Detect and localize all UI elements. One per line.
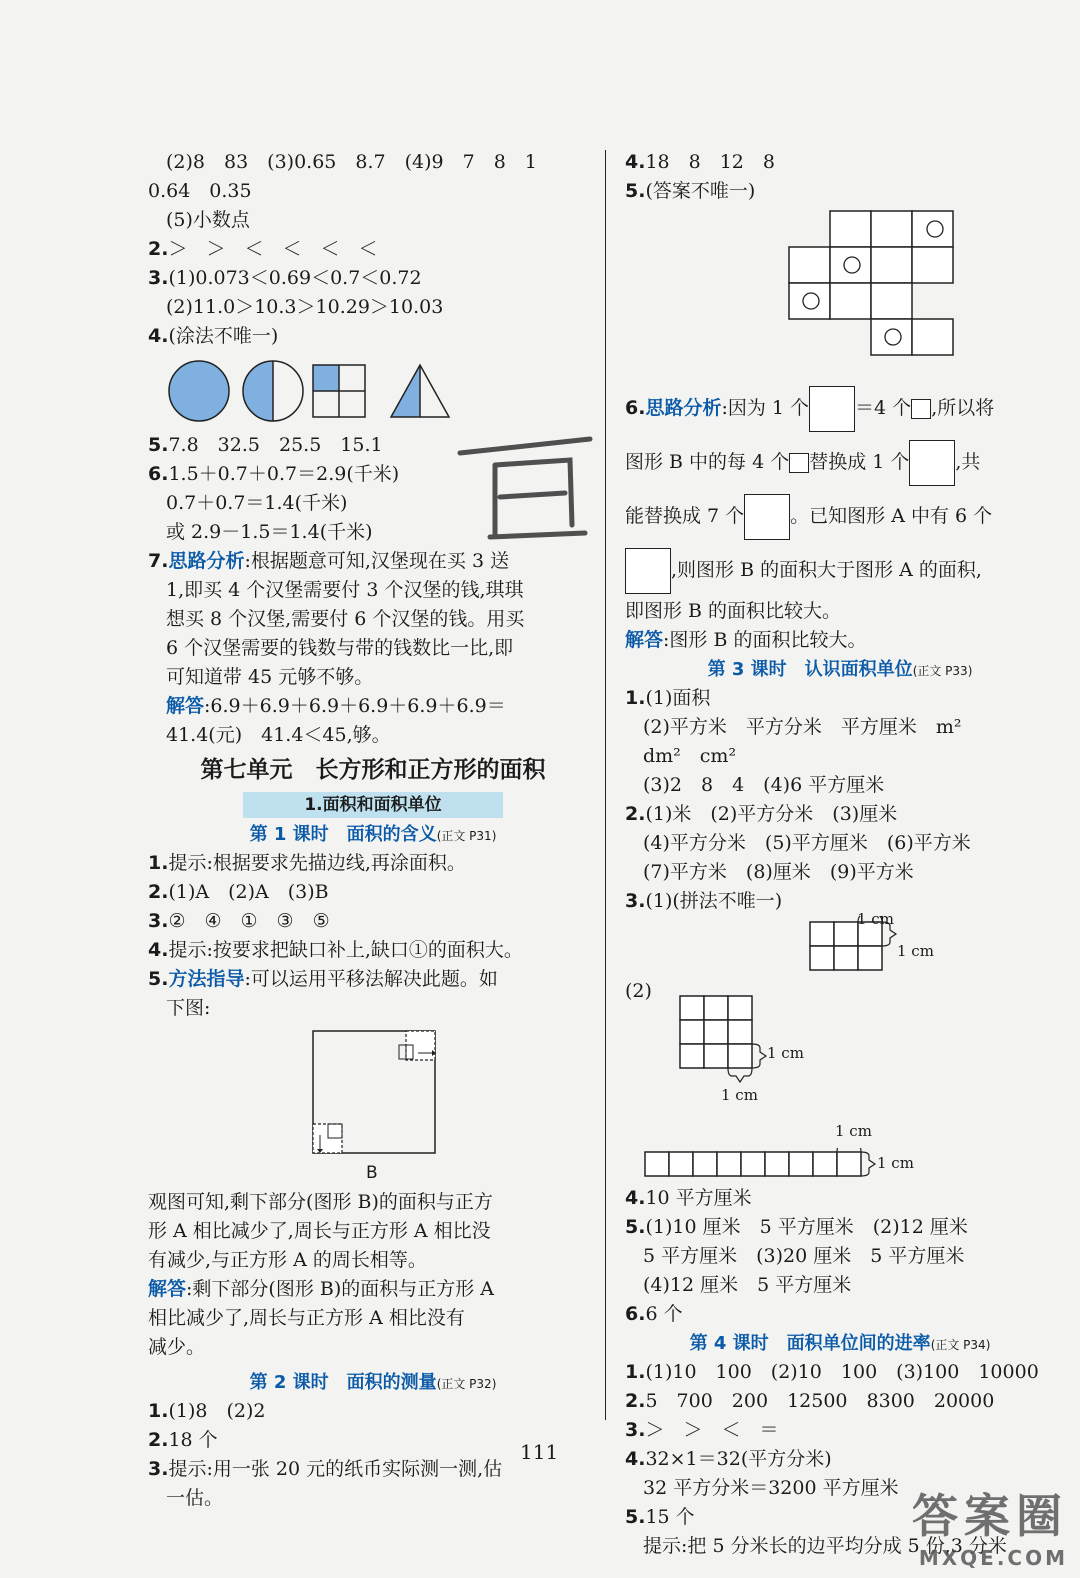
- answer-line: dm² cm²: [643, 745, 737, 767]
- answer-line: 5.(答案不唯一): [625, 180, 756, 202]
- unit-label: 1 cm: [721, 1086, 758, 1104]
- answer-line: 2.5 700 200 12500 8300 20000: [625, 1390, 995, 1412]
- unit-label: 1 cm: [897, 942, 934, 960]
- answer-line: 6.1.5＋0.7＋0.7＝2.9(千米): [148, 463, 400, 485]
- answer-line: 观图可知,剩下部分(图形 B)的面积与正方: [148, 1191, 493, 1213]
- watermark-logo: 答案圈 MXQE.COM: [912, 1489, 1068, 1570]
- lesson-heading: 第 2 课时 面积的测量(正文 P32): [249, 1372, 497, 1393]
- lesson-heading: 第 4 课时 面积单位间的进率(正文 P34): [689, 1333, 991, 1354]
- square-strip: [625, 1148, 1055, 1184]
- lesson-heading: 第 3 课时 认识面积单位(正文 P33): [707, 659, 973, 680]
- answer-line: 3.② ④ ① ③ ⑤: [148, 910, 330, 932]
- cell-grid-with-circles: [625, 206, 1055, 381]
- right-column: [625, 148, 1055, 1561]
- page-number: 111: [520, 1440, 559, 1464]
- handwritten-mark: [450, 425, 630, 565]
- answer-line: 4.10 平方厘米: [625, 1187, 752, 1209]
- small-square-icon: [789, 453, 809, 473]
- answer-line: 一估。: [166, 1487, 224, 1509]
- unit-title: 第七单元 长方形和正方形的面积: [200, 757, 546, 783]
- large-square-icon: [809, 386, 855, 432]
- circle-full-shaded: [169, 361, 229, 421]
- answer-line: 或 2.9－1.5＝1.4(千米): [166, 521, 373, 543]
- square-arrangements: [625, 916, 1055, 1148]
- answer-line: 5.(1)10 厘米 5 平方厘米 (2)12 厘米: [625, 1216, 968, 1238]
- column-divider: [605, 150, 606, 1420]
- left-column: [148, 148, 598, 1513]
- answer-line: 减少。: [148, 1336, 206, 1358]
- large-square-icon: [625, 548, 671, 594]
- answer-line: 有减少,与正方形 A 的周长相等。: [148, 1249, 427, 1271]
- answer-line: 解答:图形 B 的面积比较大。: [625, 629, 867, 651]
- answer-line: 1.(1)10 100 (2)10 100 (3)100 10000: [625, 1361, 1039, 1383]
- answer-line: 即图形 B 的面积比较大。: [625, 600, 842, 622]
- answer-line: 3.＞ ＞ ＜ ＝: [625, 1419, 779, 1441]
- strip-figure: [625, 1148, 1055, 1184]
- grid-figure: [625, 206, 1055, 381]
- answer-line: 4.32×1＝32(平方分米): [625, 1448, 832, 1470]
- circle-half-shaded: [243, 361, 273, 421]
- answer-line: 5.15 个: [625, 1506, 695, 1528]
- answer-line: 1.(1)8 (2)2: [148, 1400, 266, 1422]
- answer-line: 5.7.8 32.5 25.5 15.1: [148, 434, 383, 456]
- answer-line: 形 A 相比减少了,周长与正方形 A 相比没: [148, 1220, 491, 1242]
- answer-line: 4.(涂法不唯一): [148, 325, 279, 347]
- answer-line: 能替换成 7 个 。已知图形 A 中有 6 个: [625, 489, 1055, 543]
- answer-line: 图形 B 中的每 4 个 替换成 1 个 ,共: [625, 435, 1055, 489]
- answer-line: 0.7＋0.7＝1.4(千米): [166, 492, 348, 514]
- answer-line: 6.6 个: [625, 1303, 683, 1325]
- answer-line: 3.(1)0.073＜0.69＜0.7＜0.72: [148, 267, 422, 289]
- answer-line: 6.思路分析:因为 1 个 ＝4 个 ,所以将: [625, 381, 1055, 435]
- answer-line: 3.(1)(拼法不唯一): [625, 890, 783, 912]
- lesson-heading: 第 1 课时 面积的含义(正文 P31): [249, 824, 497, 845]
- answer-line: 2.(1)米 (2)平方分米 (3)厘米: [625, 803, 898, 825]
- answer-line: 41.4(元) 41.4＜45,够。: [166, 724, 391, 746]
- answer-line: (2)8 83 (3)0.65 8.7 (4)9 7 8 1: [166, 151, 537, 173]
- answer-line: 1.(1)面积: [625, 687, 711, 709]
- large-square-icon: [744, 494, 790, 540]
- answer-line: 1,即买 4 个汉堡需要付 3 个汉堡的钱,琪琪: [166, 579, 524, 601]
- answer-line: 4.提示:按要求把缺口补上,缺口①的面积大。: [148, 939, 523, 961]
- answer-line: (4)12 厘米 5 平方厘米: [643, 1274, 852, 1296]
- answer-line: 1.提示:根据要求先描边线,再涂面积。: [148, 852, 466, 874]
- shaded-shapes: [148, 351, 588, 431]
- shapes-figure: [148, 351, 598, 431]
- answer-line: 解答:剩下部分(图形 B)的面积与正方形 A: [148, 1278, 495, 1300]
- unit-square-figures: [625, 910, 1055, 1148]
- unit-label: 1 cm: [835, 1122, 872, 1140]
- small-square-icon: [911, 399, 931, 419]
- answer-line: (4)平方分米 (5)平方厘米 (6)平方米: [643, 832, 971, 854]
- answer-line: 0.64 0.35: [148, 180, 252, 202]
- answer-line: 7.思路分析:根据题意可知,汉堡现在买 3 送: [148, 550, 510, 572]
- large-square-icon: [909, 440, 955, 486]
- answer-line: 3.提示:用一张 20 元的纸币实际测一测,估: [148, 1458, 503, 1480]
- figure-label-b: B: [366, 1163, 378, 1183]
- answer-line: (5)小数点: [166, 209, 250, 231]
- answer-line: (2)11.0＞10.3＞10.29＞10.03: [166, 296, 444, 318]
- answer-line: 5 平方厘米 (3)20 厘米 5 平方厘米: [643, 1245, 965, 1267]
- answer-line: 解答:6.9＋6.9＋6.9＋6.9＋6.9＋6.9＝: [166, 695, 506, 717]
- unit-label: 1 cm: [767, 1044, 804, 1062]
- answer-line: 5.方法指导:可以运用平移法解决此题。如: [148, 968, 498, 990]
- square-quarter-shaded: [313, 365, 339, 391]
- answer-line: 下图:: [166, 997, 211, 1019]
- answer-line: 相比减少了,周长与正方形 A 相比没有: [148, 1307, 465, 1329]
- section-bar: 1.面积和面积单位: [243, 792, 503, 818]
- unit-label: 1 cm: [877, 1154, 914, 1172]
- answer-line: 2.18 个: [148, 1429, 218, 1451]
- answer-line: 2.＞ ＞ ＜ ＜ ＜ ＜: [148, 238, 378, 260]
- answer-line: 32 平方分米＝3200 平方厘米: [643, 1477, 899, 1499]
- answer-line: ,则图形 B 的面积大于图形 A 的面积,: [625, 543, 1055, 597]
- sub-answer-label: (2): [625, 980, 652, 1002]
- answer-line: (2)平方米 平方分米 平方厘米 m²: [643, 716, 962, 738]
- answer-line: 4.18 8 12 8: [625, 151, 775, 173]
- answer-line: 提示:把 5 分米长的边平均分成 5 份,3 分米: [643, 1535, 1007, 1557]
- unit-label: 1 cm: [857, 910, 894, 928]
- answer-line: 2.(1)A (2)A (3)B: [148, 881, 329, 903]
- answer-line: (3)2 8 4 (4)6 平方厘米: [643, 774, 885, 796]
- answer-line: 可知道带 45 元够不够。: [166, 666, 374, 688]
- answer-line: 6 个汉堡需要的钱数与带的钱数比一比,即: [166, 637, 514, 659]
- answer-line: 想买 8 个汉堡,需要付 6 个汉堡的钱。用买: [166, 608, 525, 630]
- answer-line: (7)平方米 (8)厘米 (9)平方米: [643, 861, 914, 883]
- translation-figure: [148, 1023, 598, 1188]
